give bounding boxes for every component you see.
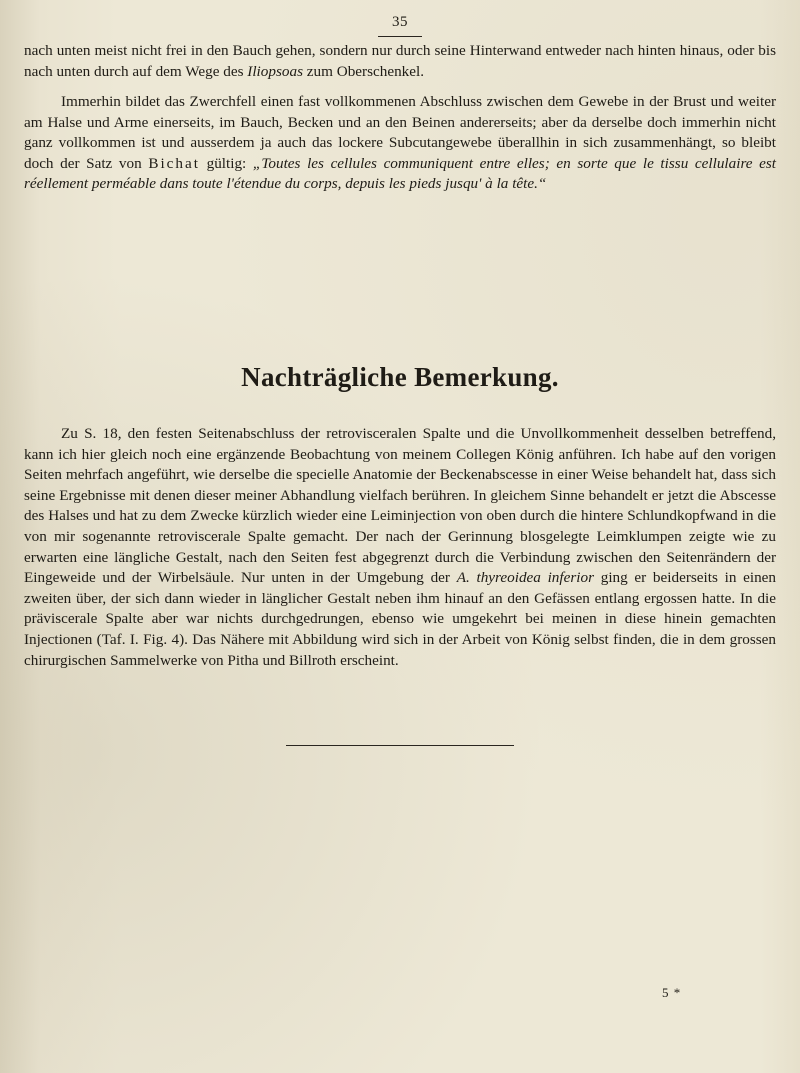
paragraph-continuation [24,41,776,82]
paragraph-remark [24,424,776,671]
french-quotation: „Toutes les cellules communiquent entre elles; en sorte que le tissu cellulaire est réellement perméable dans toute l'étendue du corps, depuis les pieds jusqu' à la tête.“ [24,154,777,193]
author-name: Bichat [148,154,200,172]
footer-rule [286,745,514,746]
header-rule [378,36,422,37]
paragraph-1-italic-term: Iliopsoas [247,62,303,80]
signature-mark: 5 * [662,985,682,1000]
paragraph-3-text: Zu S. 18, den festen Seitenabschluss der retrovisceralen Spalte und die Unvollkommenheit desselben betreffend, kann ich hier gleich noch eine ergänzende Beobachtung von meinem Collegen König anführen. Ich habe auf den vorigen Seiten mehrfach angeführt, wie derselbe die specielle Anatomie der Beckenabscesse in einer Weise behandelt hat, dass sich seine Ergebnisse mit denen dieser meiner Abhandlung vielfach berühren. In gleichem Sinne behandelt er jetzt die Abscesse des Halses und hat zu dem Zwecke kürzlich wieder eine Leiminjection von oben durch die hintere Schlundkopfwand in die von mir sogenannte retroviscerale Spalte gemacht. Der nach der Gerinnung blosgelegte Leimklumpen zeigte wie zu erwarten eine längliche Gestalt, nach den Seiten fest abgegrenzt durch die Verbindung zwischen den Seitenrändern der Eingeweide und der Wirbelsäule. Nur unten in der Umgebung der [24,425,776,587]
paragraph-1-tail: zum Oberschenkel. [306,62,425,80]
paragraph-2-mid: gültig: [206,154,247,172]
paragraph-bichat [24,92,776,195]
paragraph-3-end: ging er beiderseits in einen zweiten über, der sich dann wieder in länglicher Gestalt neben ihm hinauf an den Gefässen entlang ergossen hatte. In die präviscerale Spalte aber war nichts durchgedrungen, ebenso wie umgekehrt bei meinen in diese hinein gemachten Injectionen (Taf. I. Fig. 4). Das Nähere mit Abbildung wird sich in der Arbeit von König selbst finden, die in dem grossen chirurgischen Sammelwerke von Pitha und Billroth erscheint. [24,569,777,669]
paragraph-3-italic-term: A. thyreoidea inferior [456,569,594,587]
page-number: 35 [392,14,408,30]
paragraph-2-text: Immerhin bildet das Zwerchfell einen fast vollkommenen Abschluss zwischen dem Gewebe in der Brust und weiter am Halse und Arme einerseits, im Bauch, Becken und an den Beinen andererseits; aber da derselbe doch immerhin nicht ganz vollkommen ist und ausserdem ja auch das lockere Subcutangewebe überallhin in sich zusammenhängt, so bleibt doch der Satz von [24,93,776,172]
section-heading: Nachträgliche Bemerkung. [241,362,559,392]
paragraph-1-text: nach unten meist nicht frei in den Bauch gehen, sondern nur durch seine Hinterwand entweder nach hinten hinaus, oder bis nach unten durch auf dem Wege des [24,42,776,80]
